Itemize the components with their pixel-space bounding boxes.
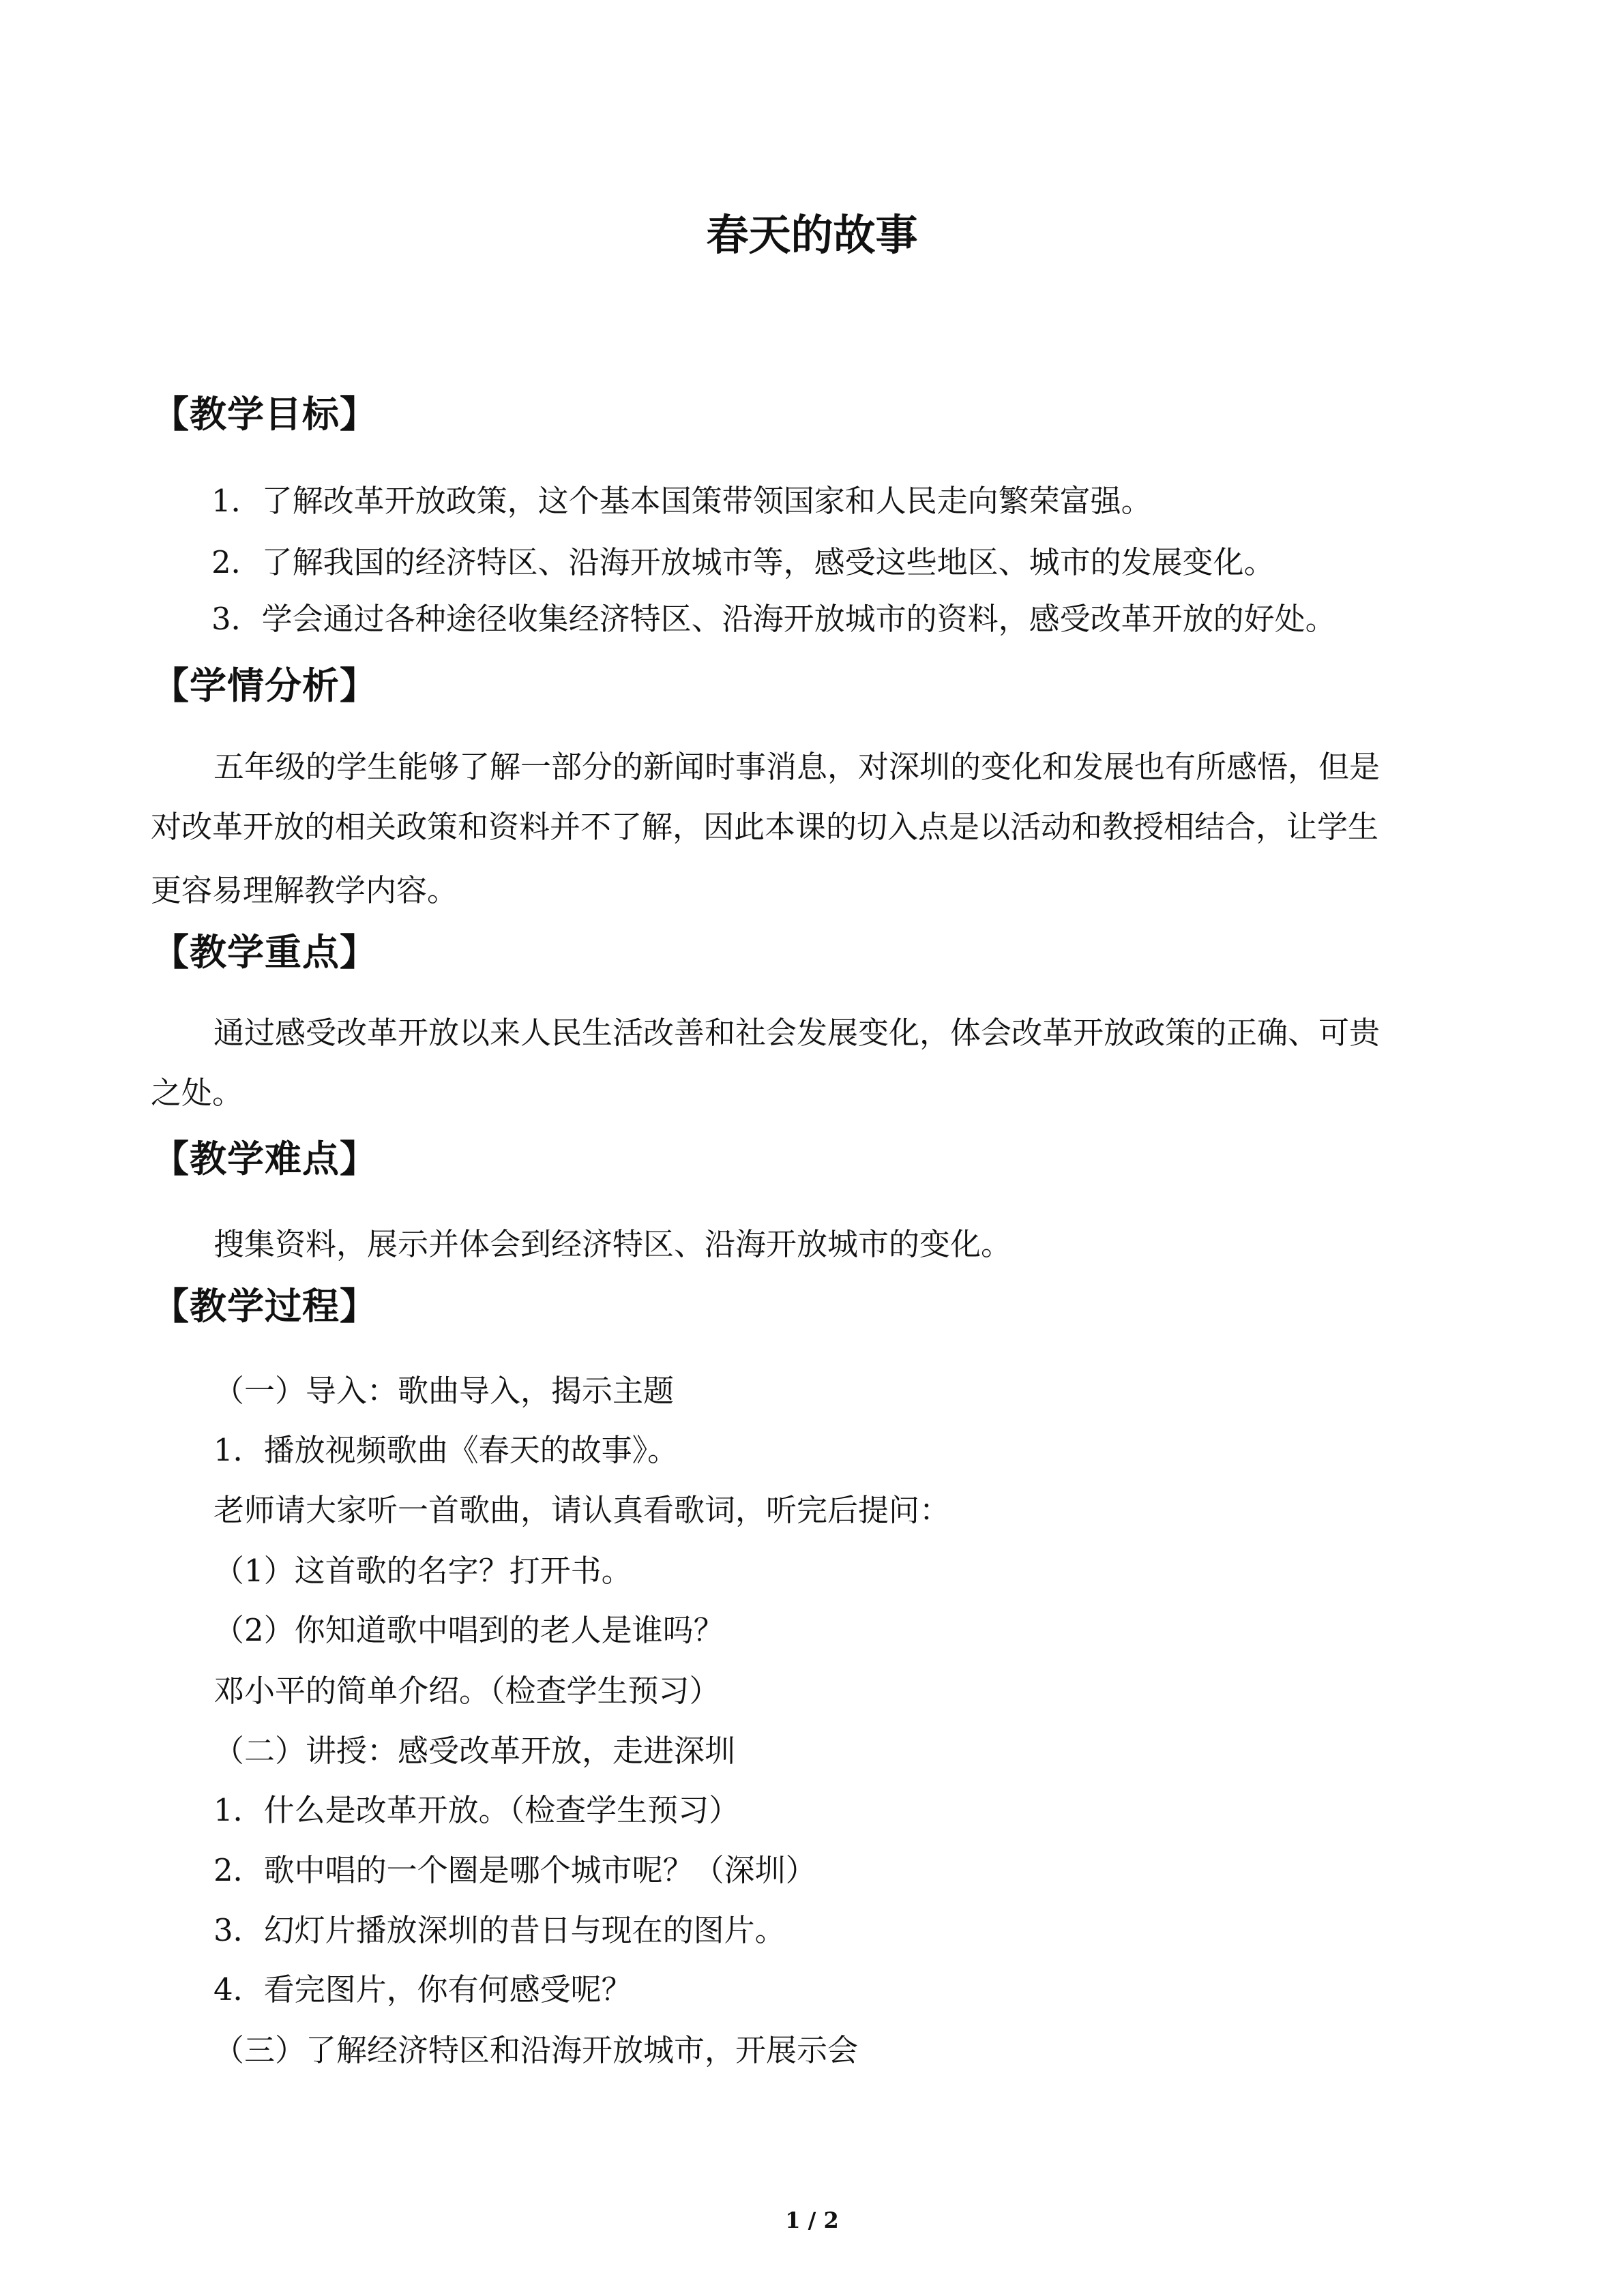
- process-line-5: （2）你知道歌中唱到的老人是谁吗？: [213, 1612, 724, 1648]
- page-title: 春天的故事: [706, 210, 918, 260]
- process-line-6: 邓小平的简单介绍。（检查学生预习）: [213, 1673, 720, 1709]
- process-line-7: （二）讲授：感受改革开放，走进深圳: [213, 1733, 736, 1769]
- heading-teaching-key: 【教学重点】: [152, 930, 377, 974]
- process-line-11: 4．看完图片，你有何感受呢？: [213, 1971, 632, 2008]
- process-line-8: 1．什么是改革开放。（检查学生预习）: [213, 1792, 740, 1828]
- heading-teaching-process: 【教学过程】: [152, 1284, 377, 1328]
- goal-item-3: 3．学会通过各种途径收集经济特区、沿海开放城市的资料，感受改革开放的好处。: [211, 601, 1336, 637]
- analysis-line-3: 更容易理解教学内容。: [151, 872, 458, 908]
- analysis-line-1: 五年级的学生能够了解一部分的新闻时事消息，对深圳的变化和发展也有所感悟，但是: [213, 749, 1381, 785]
- goal-item-2: 2．了解我国的经济特区、沿海开放城市等，感受这些地区、城市的发展变化。: [211, 544, 1275, 580]
- analysis-line-2: 对改革开放的相关政策和资料并不了解，因此本课的切入点是以活动和教授相结合，让学生: [151, 809, 1379, 845]
- heading-learning-analysis: 【学情分析】: [152, 664, 377, 707]
- process-line-3: 老师请大家听一首歌曲，请认真看歌词，听完后提问：: [213, 1492, 951, 1528]
- process-line-12: （三）了解经济特区和沿海开放城市，开展示会: [213, 2032, 859, 2068]
- heading-teaching-goals: 【教学目标】: [152, 392, 377, 436]
- goal-item-1: 1．了解改革开放政策，这个基本国策带领国家和人民走向繁荣富强。: [211, 483, 1152, 519]
- process-line-10: 3．幻灯片播放深圳的昔日与现在的图片。: [213, 1912, 786, 1948]
- process-line-4: （1）这首歌的名字？打开书。: [213, 1553, 632, 1589]
- heading-teaching-difficulty: 【教学难点】: [152, 1137, 377, 1180]
- key-line-2: 之处。: [151, 1075, 243, 1111]
- page-number: 1 / 2: [785, 2207, 839, 2233]
- process-line-9: 2．歌中唱的一个圈是哪个城市呢？（深圳）: [213, 1852, 816, 1888]
- process-line-1: （一）导入：歌曲导入，揭示主题: [213, 1373, 675, 1409]
- process-line-2: 1．播放视频歌曲《春天的故事》。: [213, 1432, 679, 1468]
- difficulty-line-1: 搜集资料，展示并体会到经济特区、沿海开放城市的变化。: [213, 1226, 1012, 1262]
- key-line-1: 通过感受改革开放以来人民生活改善和社会发展变化，体会改革开放政策的正确、可贵: [213, 1015, 1381, 1051]
